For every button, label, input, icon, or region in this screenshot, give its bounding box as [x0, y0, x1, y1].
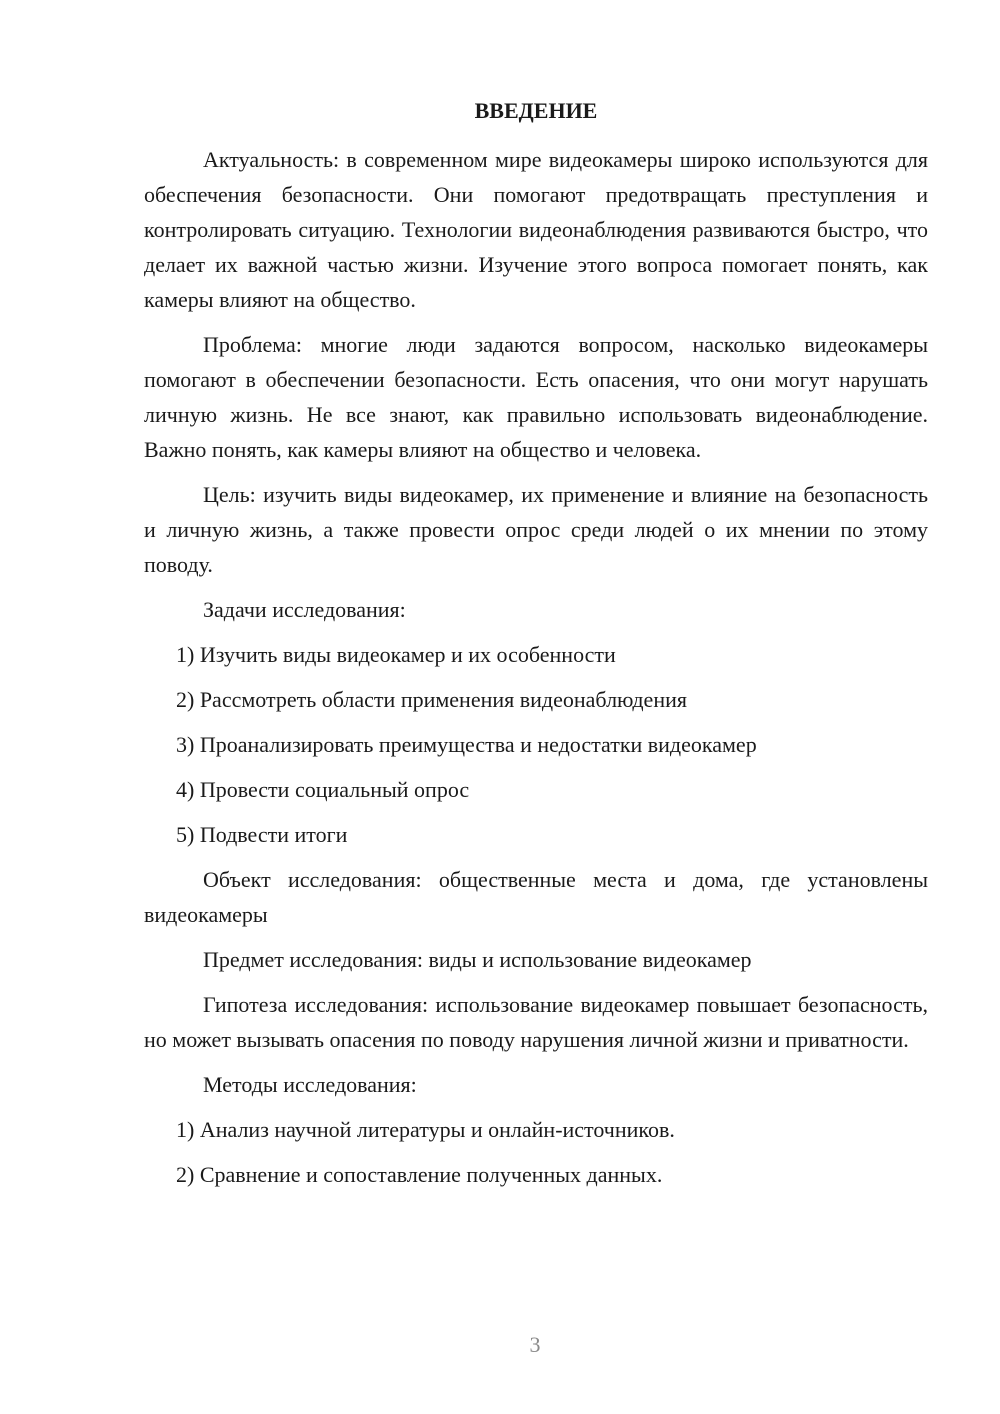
tasks-heading: Задачи исследования:	[203, 597, 406, 622]
task-item: 4) Провести социальный опрос	[176, 777, 470, 802]
section-title: ВВЕДЕНИЕ	[474, 98, 598, 123]
method-item: 1) Анализ научной литературы и онлайн-источников.	[176, 1117, 675, 1142]
goal-paragraph: Цель: изучить виды видеокамер, их применение и влияние на безопасность и личную жизнь, а также провести опрос среди людей о их мнении по этому поводу.	[144, 482, 928, 577]
task-item: 1) Изучить виды видеокамер и их особенности	[176, 642, 616, 667]
task-item: 2) Рассмотреть области применения видеонаблюдения	[176, 687, 687, 712]
problem-paragraph: Проблема: многие люди задаются вопросом, насколько видеокамеры помогают в обеспечении безопасности. Есть опасения, что они могут нарушать личную жизнь. Не все знают, как правильно использовать видеонаблюдение. Важно понять, как камеры влияют на общество и человека.	[144, 332, 928, 462]
task-item: 3) Проанализировать преимущества и недостатки видеокамер	[176, 732, 757, 757]
task-item: 5) Подвести итоги	[176, 822, 348, 847]
object-paragraph: Объект исследования: общественные места и дома, где установлены видеокамеры	[144, 867, 928, 927]
document-page	[144, 93, 928, 1202]
methods-heading: Методы исследования:	[203, 1072, 417, 1097]
hypothesis-paragraph: Гипотеза исследования: использование видеокамер повышает безопасность, но может вызывать опасения по поводу нарушения личной жизни и приватности.	[144, 992, 928, 1052]
method-item: 2) Сравнение и сопоставление полученных данных.	[176, 1162, 663, 1187]
relevance-paragraph: Актуальность: в современном мире видеокамеры широко используются для обеспечения безопасности. Они помогают предотвращать преступления и контролировать ситуацию. Технологии видеонаблюдения развиваются быстро, что делает их важной частью жизни. Изучение этого вопроса помогает понять, как камеры влияют на общество.	[144, 147, 928, 312]
page-number: 3	[529, 1332, 541, 1357]
subject-paragraph: Предмет исследования: виды и использование видеокамер	[203, 947, 752, 972]
